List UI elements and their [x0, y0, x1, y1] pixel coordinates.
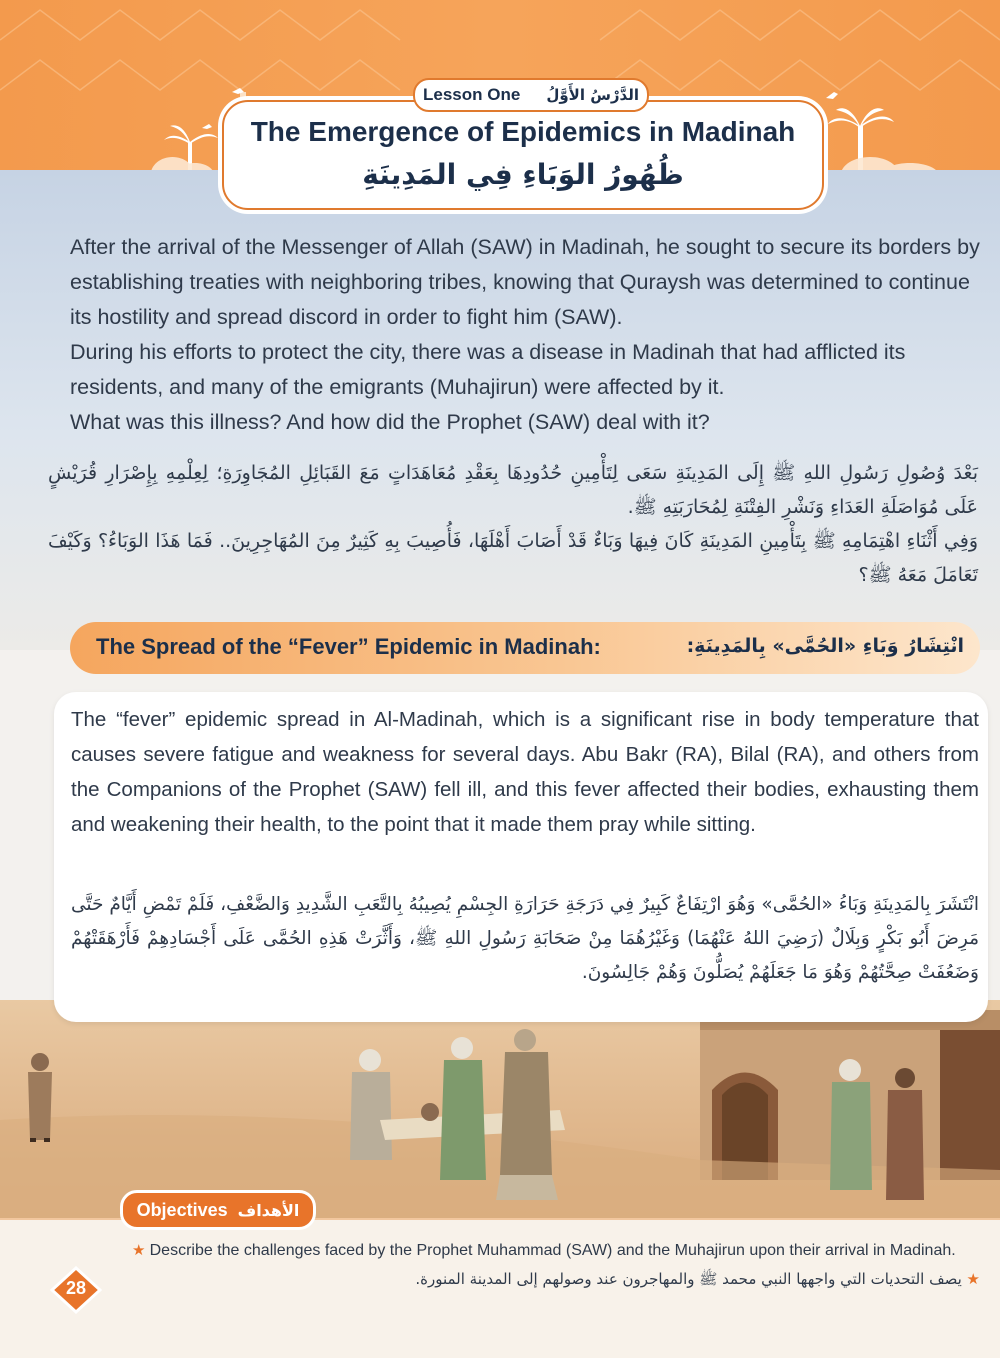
intro-paragraph: During his efforts to protect the city, there was a disease in Madinah that had afflicted its residents, and many of the emigrants (Muhajirun) were affected by it.: [70, 340, 906, 399]
lesson-tag: [413, 78, 649, 112]
objectives-label-ar: الأهداف: [237, 1200, 300, 1220]
lesson-label-ar: الدَّرْسُ الأَوَّلُ: [546, 86, 639, 104]
section-body-ar: انْتَشَرَ بِالمَدِينَةِ وَبَاءُ «الحُمَّى» وَهُوَ ارْتِفَاعٌ كَبِيرٌ فِي دَرَجَةِ حَرَارَةِ الجِسْمِ يُصِيبُهُ بِالتَّعَبِ الشَّدِيدِ وَالضَّعْفِ، فَلَمْ تَمْضِ أَيَّامٌ حَتَّى مَرِضَ أَبُو بَكْرٍ وَبِلَالٌ (رَضِيَ اللهُ عَنْهُمَا) وَغَيْرُهُمَا مِنْ صَحَابَةِ رَسُولِ اللهِ ﷺ، وَأَثَّرَتْ هَذِهِ الحُمَّى عَلَى أَجْسَادِهِمْ فَأَرْهَقَتْهُمْ وَضَعُفَتْ صِحَّتُهُمْ وَهُوَ مَا جَعَلَهُمْ يُصَلُّونَ وَهُمْ جَالِسُونَ.: [71, 894, 979, 983]
objective-text-en: Describe the challenges faced by the Prophet Muhammad (SAW) and the Muhajirun upon their arrival in Madinah.: [149, 1242, 956, 1259]
section-heading-en: The Spread of the “Fever” Epidemic in Madinah:: [96, 634, 601, 659]
objective-item-ar: [300, 1268, 980, 1290]
intro-paragraph: What was this illness? And how did the Prophet (SAW) deal with it?: [70, 410, 710, 434]
page-number: [48, 1266, 104, 1314]
page-title-ar: ظُهُورُ الوَبَاءِ فِي المَدِينَةِ: [362, 158, 684, 191]
objective-item-en: [132, 1240, 992, 1262]
section-body-en: The “fever” epidemic spread in Al-Madinah, which is a significant rise in body temperature that causes severe fatigue and weakness for several days. Abu Bakr (RA), Bilal (RA), and others from the Companions of the Prophet (SAW) fell ill, and this fever affected their bodies, exhausting them and weakening their health, to the point that it made them pray while sitting.: [71, 708, 979, 836]
objectives-label-en: Objectives: [136, 1199, 228, 1220]
section-heading-ar: انْتِشَارُ وَبَاءِ «الحُمَّى» بِالمَدِينَةِ:: [686, 635, 964, 657]
title-box: [222, 100, 824, 210]
intro-paragraph: After the arrival of the Messenger of Allah (SAW) in Madinah, he sought to secure its borders by establishing treaties with neighboring tribes, knowing that Quraysh was determined to continue its hostility and spread discord in order to fight him (SAW).: [70, 235, 980, 329]
content-card: [54, 692, 988, 1022]
intro-text-en: [70, 230, 980, 440]
intro-text-ar: [48, 456, 978, 592]
section-heading-bar: [70, 622, 980, 674]
lesson-label-en: Lesson One: [423, 85, 521, 104]
intro-paragraph-ar: بَعْدَ وُصُولِ رَسُولِ اللهِ ﷺ إِلَى المَدِينَةِ سَعَى لِتَأْمِينِ حُدُودِهَا بِعَقْدِ مُعَاهَدَاتٍ مَعَ القَبَائِلِ المُجَاوِرَةِ؛ لِعِلْمِهِ بِإِصْرَارِ قُرَيْشٍ عَلَى مُوَاصَلَةِ العَدَاءِ وَنَشْرِ الفِتْنَةِ لِمُحَارَبَتِهِ ﷺ.: [48, 462, 978, 518]
intro-paragraph-ar: وَفِي أَثْنَاءِ اهْتِمَامِهِ ﷺ بِتَأْمِينِ المَدِينَةِ كَانَ فِيهَا وَبَاءٌ قَدْ أَصَابَ أَهْلَهَا، فَأُصِيبَ بِهِ كَثِيرٌ مِنَ المُهَاجِرِينَ.. فَمَا هَذَا الوَبَاءُ؟ وَكَيْفَ تَعَامَلَ مَعَهُ ﷺ؟: [48, 530, 978, 586]
star-bullet-icon: ★: [961, 1270, 980, 1288]
page-number-text: 28: [65, 1278, 87, 1298]
objective-text-ar: يصف التحديات التي واجهها النبي محمد ﷺ والمهاجرون عند وصولهم إلى المدينة المنورة.: [415, 1270, 962, 1288]
door-icon: [940, 1030, 1000, 1180]
star-bullet-icon: ★: [132, 1242, 150, 1259]
page-title-en: The Emergence of Epidemics in Madinah: [250, 116, 796, 147]
figure-left-icon: [28, 1053, 52, 1142]
objectives-badge: [120, 1190, 316, 1230]
